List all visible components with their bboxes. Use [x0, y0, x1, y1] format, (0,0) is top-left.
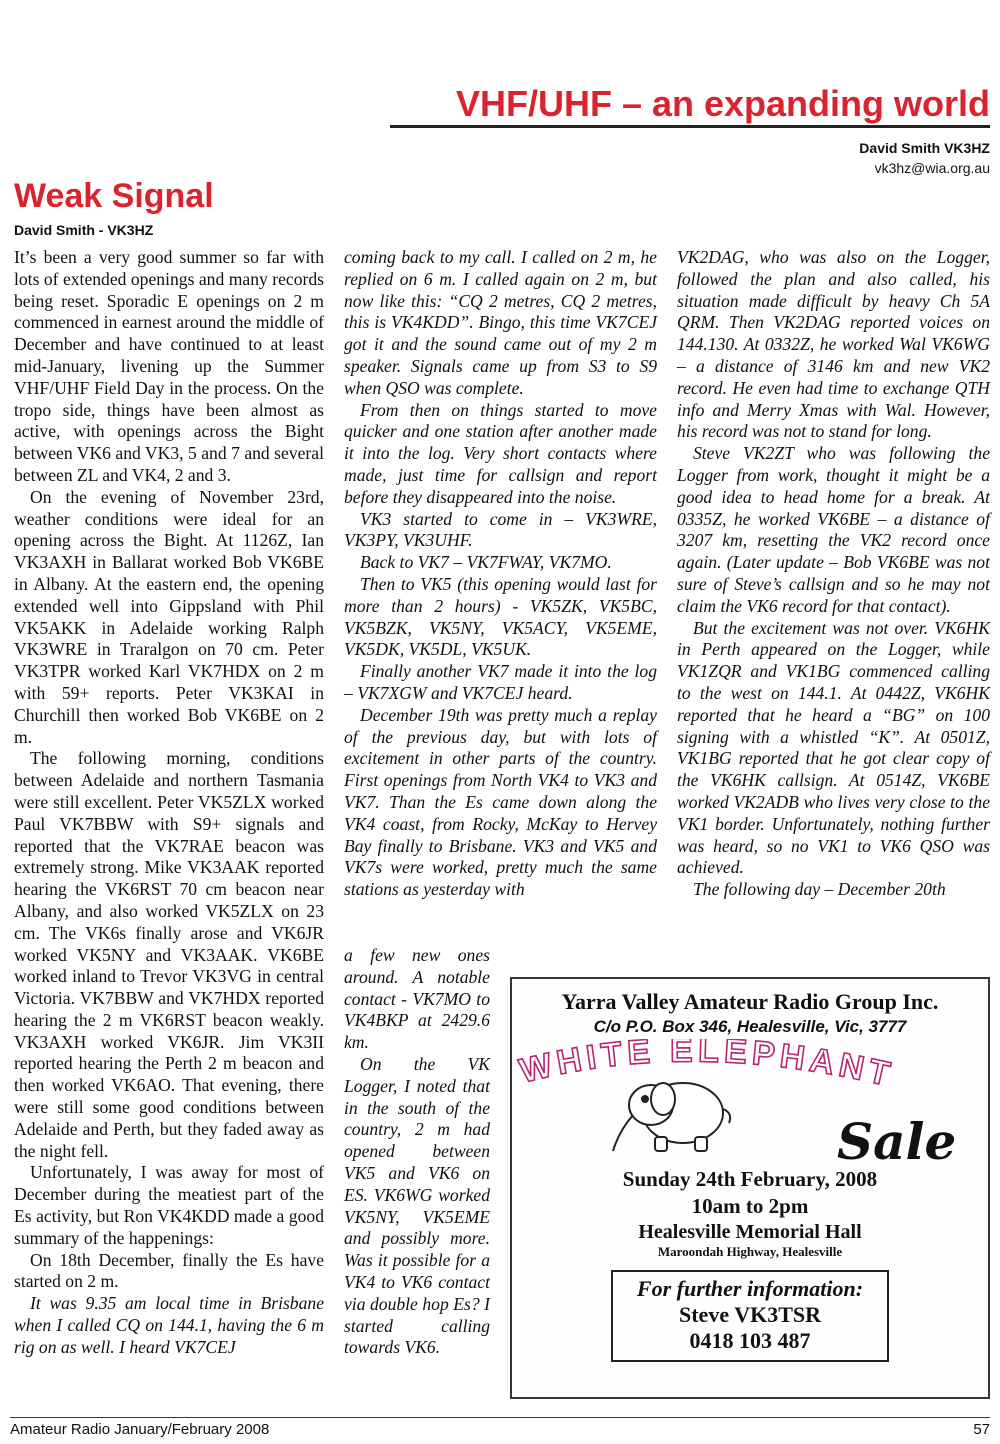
- paragraph: The following day – December 20th: [693, 879, 946, 900]
- banner-text: [516, 1039, 898, 1095]
- paragraph: VK3 started to come in – VK3WRE, VK3PY, VK3UHF.: [344, 508, 657, 551]
- paragraph: But the excitement was not over. VK6HK in Perth appeared on the Logger, while VK1ZQR and VK1BG commenced calling to the west on 144.1. At 0442Z, VK6HK reported that he heard a “BG” on 100 signing with a whistled “K”. At 0501Z, VK1BG reported that he got clear copy of the VK6HK callsign. At 0514Z, VK6BE worked VK2ADB who lives very close to the VK1 border. Unfortunately, nothing further was heard, so no VK1 to VK6 QSO was achieved.: [677, 617, 990, 878]
- elephant-icon: [613, 1083, 730, 1151]
- ad-venue-address: Maroondah Highway, Healesville: [657, 1244, 843, 1259]
- ad-time: 10am to 2pm: [691, 1194, 809, 1218]
- paragraph: The following morning, conditions between Adelaide and northern Tasmania were still excellent. Peter VK5ZLX worked Paul VK7BBW with S9+ signals and reported that the VK7RAE beacon was extremely strong. Mike VK3AAK reported hearing the VK6RST 70 cm beacon near Albany, and also worked VK5ZLX on 23 cm. The VK6s finally arose and VK6JR worked VK5NY and VK3AAK. VK6BE worked inland to Trevor VK3VG in central Victoria. VK7BBW and VK7HDX reported hearing the 2 m VK6RST beacon weakly. VK3AXH worked VK6JR. Jim VK3II reported hearing the Perth 2 m beacon and then worked VK6AO. That evening, there were still some good conditions between Adelaide and Perth, but they faded away as the night fell.: [14, 748, 324, 1161]
- paragraph: On 18th December, finally the Es have started on 2 m.: [14, 1249, 324, 1292]
- footer-publication: Amateur Radio January/February 2008: [10, 1421, 270, 1438]
- article-column-1: [14, 247, 324, 1359]
- article-column-3: [677, 247, 990, 901]
- white-elephant-banner: [515, 1039, 985, 1167]
- paragraph: Steve VK2ZT who was following the Logger from work, thought it might be a good idea to head home for a break. At 0335Z, he worked VK6BE – a distance of 3207 km, resetting the VK2 record once again. (Later update – Bob VK6BE was not sure of Steve’s callsign and so he may not claim the VK6 record for that contact).: [677, 443, 990, 616]
- paragraph: Finally another VK7 made it into the log – VK7XGW and VK7CEJ heard.: [344, 661, 657, 703]
- page-number: 57: [973, 1421, 990, 1438]
- ad-organisation: Yarra Valley Amateur Radio Group Inc.: [561, 989, 939, 1014]
- contact-phone: 0418 103 487: [689, 1328, 811, 1353]
- paragraph: VK2DAG, who was also on the Logger, followed the plan and also called, his situation made difficult by heavy Ch 5A QRM. Then VK2DAG reported voices on 144.130. At 0332Z, he worked Wal VK6WG – a distance of 3146 km and new VK2 record. He even had time to exchange QTH info and Merry Xmas with Wal. However, his record was not to stand for long.: [677, 247, 990, 442]
- section-divider: [390, 125, 990, 128]
- advertisement-box: [510, 977, 990, 1399]
- paragraph: Then to VK5 (this opening would last for more than 2 hours) - VK5ZK, VK5BC, VK5BZK, VK5NY, VK5ACY, VK5EME, VK5DK, VK5DL, VK5UK.: [344, 573, 657, 660]
- article-column-2-narrow: [344, 945, 490, 1359]
- footer-divider: [10, 1417, 990, 1418]
- section-title: VHF/UHF – an expanding world: [455, 83, 990, 124]
- section-byline: [600, 138, 990, 178]
- paragraph: It was 9.35 am local time in Brisbane when I called CQ on 144.1, having the 6 m rig on as well. I heard VK7CEJ: [14, 1293, 324, 1357]
- paragraph: a few new ones around. A notable contact - VK7MO to VK4BKP at 2429.6 km.: [344, 945, 490, 1053]
- article-column-2: [344, 247, 657, 901]
- paragraph: From then on things started to move quicker and one station after another made it into the log. Very short contacts where made, just time for callsign and report before they disappeared into the noise.: [344, 399, 657, 507]
- article-title: Weak Signal: [14, 177, 214, 215]
- contact-info-box: [611, 1270, 889, 1362]
- sale-text: Sale: [837, 1112, 957, 1167]
- paragraph: On the evening of November 23rd, weather conditions were ideal for an opening across the Bight. At 1126Z, Ian VK3AXH in Ballarat worked Bob VK6BE in Albany. At the eastern end, the opening extended well into Gippsland with Phil VK5AKK in Adelaide working Ralph VK3WRE in Traralgon on 70 cm. Peter VK3TPR worked Karl VK7HDX on 2 m with 59+ reports. Peter VK3KAI in Churchill then worked Bob VK6BE on 2 m.: [14, 486, 324, 747]
- ad-venue: Healesville Memorial Hall: [638, 1221, 862, 1243]
- info-heading: For further information:: [636, 1276, 864, 1301]
- paragraph: December 19th was pretty much a replay of the previous day, but with lots of excitement in other parts of the country. First openings from North VK4 to VK3 and VK7. Than the Es came down along the VK4 coast, from Rocky, McKay to Hervey Bay finally to Brisbane. VK3 and VK5 and VK7s were worked, pretty much the same stations as yesterday with: [344, 704, 657, 900]
- contact-name: Steve VK3TSR: [679, 1302, 821, 1327]
- ad-address: C/o P.O. Box 346, Healesville, Vic, 3777: [593, 1017, 907, 1036]
- paragraph: Unfortunately, I was away for most of December during the meatiest part of the Es activity, but Ron VK4KDD made a good summary of the happenings:: [14, 1162, 324, 1248]
- section-author: David Smith VK3HZ: [859, 140, 990, 156]
- paragraph: On the VK Logger, I noted that in the south of the country, 2 m had opened between VK5 and VK6 on ES. VK6WG worked VK5NY, VK5EME and possibly more. Was it possible for a VK4 to VK6 contact via double hop Es? I started calling towards VK6.: [344, 1053, 490, 1358]
- ad-date: Sunday 24th February, 2008: [622, 1167, 878, 1191]
- section-email: vk3hz@wia.org.au: [874, 160, 990, 176]
- banner-textpath: WHITE ELEPHANT: [516, 1039, 899, 1095]
- paragraph: It’s been a very good summer so far with lots of extended openings and many records being reset. Sporadic E openings on 2 m commenced in earnest around the middle of December and have continued to at least mid-January, livening up the Summer VHF/UHF Field Day in the process. On the tropo side, things have been almost as active, with openings across the Bight between VK6 and VK3, 5 and 7 and several between ZL and VK4, 2 and 3.: [14, 247, 324, 485]
- article-author: David Smith - VK3HZ: [14, 222, 154, 238]
- paragraph: Back to VK7 – VK7FWAY, VK7MO.: [360, 552, 612, 573]
- paragraph: coming back to my call. I called on 2 m, he replied on 6 m. I called again on 2 m, but now like this: “CQ 2 metres, CQ 2 metres, this is VK4KDD”. Bingo, this time VK7CEJ got it and the sound came out of my 2 m speaker. Signals came up from S3 to S9 when QSO was complete.: [344, 247, 657, 398]
